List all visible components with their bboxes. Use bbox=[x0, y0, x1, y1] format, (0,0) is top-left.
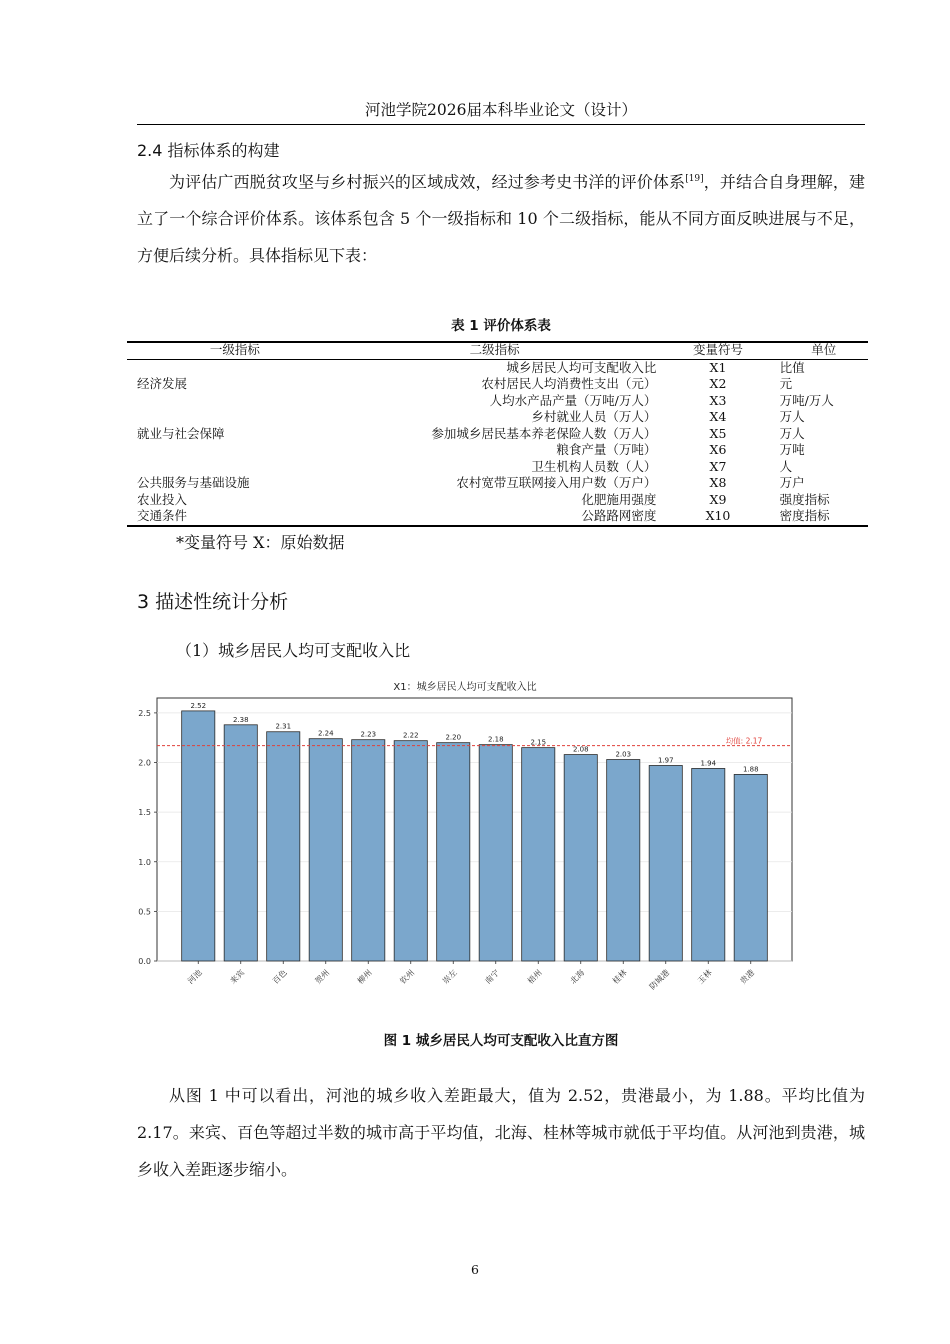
table-row bbox=[127, 459, 868, 476]
section-heading-3: 3 描述性统计分析 bbox=[137, 591, 289, 613]
x-tick-label: 防城港 bbox=[647, 968, 672, 992]
cell-symbol: X6 bbox=[709, 442, 727, 457]
mean-label: 均值: 2.17 bbox=[725, 736, 763, 746]
analysis-paragraph: 从图 1 中可以看出，河池的城乡收入差距最大，值为 2.52，贵港最小，为 1.88。平均比值为 2.17。来宾、百色等超过半数的城市高于平均值，北海、桂林等城市就低于平均值。从河池到贵港，城乡收入差距逐步缩小。 bbox=[137, 1086, 865, 1179]
x-tick-label: 来宾 bbox=[228, 968, 247, 986]
bar bbox=[182, 711, 215, 961]
bar-value-label: 1.88 bbox=[742, 765, 759, 774]
y-tick-label: 2.5 bbox=[138, 708, 151, 718]
cell-unit: 万吨 bbox=[779, 442, 805, 457]
table-body bbox=[127, 359, 868, 525]
cell-unit: 万户 bbox=[779, 475, 805, 490]
intro-text-part1: 为评估广西脱贫攻坚与乡村振兴的区域成效，经过参考史书洋的评价体系 bbox=[169, 172, 686, 192]
header-rule bbox=[137, 124, 865, 125]
cell-unit: 万吨/万人 bbox=[779, 392, 834, 408]
x-tick-label: 崇左 bbox=[440, 968, 459, 986]
table-row bbox=[127, 409, 868, 426]
bar bbox=[309, 739, 342, 961]
cell-level2: 乡村就业人员（万人） bbox=[531, 409, 657, 424]
cell-unit: 比值 bbox=[779, 359, 805, 375]
table-row bbox=[127, 492, 868, 509]
x-tick-label: 玉林 bbox=[695, 968, 714, 986]
cell-level1: 就业与社会保障 bbox=[137, 425, 225, 441]
cell-level1: 农业投入 bbox=[137, 491, 188, 507]
section-heading-2-4: 2.4 指标体系的构建 bbox=[137, 141, 280, 160]
header-level2: 二级指标 bbox=[333, 342, 667, 359]
x-tick-label: 钦州 bbox=[398, 968, 417, 986]
bar-value-label: 2.08 bbox=[572, 745, 589, 754]
intro-paragraph bbox=[137, 161, 865, 274]
cell-unit: 万人 bbox=[779, 409, 805, 424]
table-row bbox=[127, 426, 868, 443]
bar bbox=[692, 768, 725, 961]
x-axis-ticks bbox=[185, 961, 756, 991]
table-caption: 表 1 评价体系表 bbox=[451, 318, 551, 334]
bar-value-label: 1.97 bbox=[657, 756, 674, 765]
cell-level1: 交通条件 bbox=[137, 508, 188, 523]
page-number: 6 bbox=[471, 1262, 479, 1277]
y-tick-label: 0.5 bbox=[138, 907, 151, 917]
cell-symbol: X4 bbox=[709, 409, 727, 424]
cell-unit: 万人 bbox=[779, 425, 805, 441]
x-tick-label: 贺州 bbox=[313, 968, 332, 986]
header-symbol: 变量符号 bbox=[666, 342, 769, 359]
cell-symbol: X2 bbox=[709, 376, 727, 391]
sub-heading-income-ratio: （1）城乡居民人均可支配收入比 bbox=[176, 641, 411, 660]
bar bbox=[479, 745, 512, 961]
bar-value-label: 2.24 bbox=[317, 729, 334, 738]
figure-caption: 图 1 城乡居民人均可支配收入比直方图 bbox=[383, 1033, 619, 1049]
x-tick-label: 百色 bbox=[270, 968, 289, 986]
cell-symbol: X1 bbox=[709, 359, 727, 375]
cell-level2: 城乡居民人均可支配收入比 bbox=[506, 359, 657, 375]
chart-title: X1：城乡居民人均可支配收入比 bbox=[393, 682, 537, 693]
bar-value-label: 1.94 bbox=[700, 759, 717, 768]
bar-value-label: 2.31 bbox=[275, 722, 292, 731]
cell-level1: 经济发展 bbox=[137, 376, 188, 391]
bar bbox=[564, 755, 597, 961]
bar bbox=[649, 765, 682, 961]
cell-level2: 农村居民人均消费性支出（元） bbox=[481, 376, 657, 391]
table-row bbox=[127, 393, 868, 410]
bar-value-label: 2.20 bbox=[445, 733, 462, 742]
cell-level2: 粮食产量（万吨） bbox=[556, 442, 657, 457]
y-tick-label: 2.0 bbox=[138, 758, 151, 768]
bar bbox=[352, 740, 385, 961]
cell-level2: 农村宽带互联网接入用户数（万户） bbox=[456, 475, 657, 490]
x-tick-label: 梧州 bbox=[525, 968, 544, 986]
table-row bbox=[127, 475, 868, 492]
bar bbox=[607, 760, 640, 961]
running-header: 河池学院2026届本科毕业论文（设计） bbox=[365, 101, 637, 119]
cell-level2: 人均水产品产量（万吨/万人） bbox=[489, 392, 657, 408]
cell-unit: 密度指标 bbox=[779, 508, 830, 523]
cell-symbol: X7 bbox=[709, 458, 727, 474]
y-axis-ticks bbox=[138, 709, 157, 966]
y-tick-label: 1.0 bbox=[138, 857, 151, 867]
bar-value-label: 2.23 bbox=[360, 730, 377, 739]
bar bbox=[394, 741, 427, 961]
bar bbox=[734, 774, 767, 961]
bar bbox=[522, 748, 555, 961]
bar-chart bbox=[125, 676, 805, 1020]
y-tick-label: 1.5 bbox=[138, 808, 151, 818]
table-row bbox=[127, 376, 868, 393]
cell-symbol: X10 bbox=[705, 508, 731, 523]
x-tick-label: 柳州 bbox=[355, 968, 374, 986]
cell-level1 bbox=[127, 442, 333, 459]
cell-level2: 卫生机构人员数（人） bbox=[531, 458, 657, 474]
table-row bbox=[127, 442, 868, 459]
cell-unit: 人 bbox=[779, 458, 793, 474]
cell-level1 bbox=[127, 459, 333, 476]
x-tick-label: 南宁 bbox=[483, 968, 502, 986]
x-tick-label: 桂林 bbox=[610, 968, 629, 986]
x-tick-label: 河池 bbox=[185, 968, 204, 986]
table-row bbox=[127, 508, 868, 525]
header-level1: 一级指标 bbox=[127, 342, 333, 359]
bar bbox=[437, 743, 470, 961]
citation-ref: [19] bbox=[685, 174, 704, 184]
bar-chart-svg bbox=[125, 676, 805, 1020]
table-bottom-rule bbox=[127, 525, 868, 527]
table-header-row bbox=[127, 342, 868, 359]
bar-value-label: 2.18 bbox=[487, 735, 504, 744]
bar-value-label: 2.38 bbox=[232, 715, 249, 724]
cell-unit: 元 bbox=[779, 376, 793, 391]
cell-level2: 参加城乡居民基本养老保险人数（万人） bbox=[431, 425, 657, 441]
cell-level2: 化肥施用强度 bbox=[581, 491, 657, 507]
cell-level2: 公路路网密度 bbox=[581, 508, 657, 523]
bar bbox=[224, 725, 257, 961]
bar-value-label: 2.03 bbox=[615, 750, 632, 759]
cell-level1: 公共服务与基础设施 bbox=[137, 475, 250, 490]
bar-value-label: 2.22 bbox=[402, 731, 419, 740]
evaluation-table bbox=[127, 342, 868, 525]
cell-level1 bbox=[127, 393, 333, 410]
cell-symbol: X5 bbox=[709, 425, 727, 441]
analysis-paragraph-block bbox=[137, 1077, 865, 1188]
cell-symbol: X9 bbox=[709, 491, 727, 507]
bars bbox=[182, 711, 768, 961]
bar-value-label: 2.15 bbox=[530, 738, 547, 747]
y-tick-label: 0.0 bbox=[138, 957, 151, 966]
table-note: *变量符号 X：原始数据 bbox=[176, 533, 345, 552]
bar-value-label: 2.52 bbox=[190, 701, 207, 710]
table-row bbox=[127, 359, 868, 376]
cell-level1 bbox=[127, 359, 333, 376]
intro-text-part2: ，并结合自身理解，建立了一个综合评价体系。该体系包含 5 个一级指标和 10 个二级指标，能从不同方面反映进展与不足，方便后续分析。具体指标见下表： bbox=[137, 172, 865, 266]
cell-symbol: X8 bbox=[709, 475, 727, 490]
cell-unit: 强度指标 bbox=[779, 491, 830, 507]
cell-symbol: X3 bbox=[709, 392, 727, 408]
bar bbox=[267, 732, 300, 961]
header-unit: 单位 bbox=[770, 342, 868, 359]
cell-level1 bbox=[127, 409, 333, 426]
x-tick-label: 贵港 bbox=[738, 968, 757, 986]
x-tick-label: 北海 bbox=[568, 968, 587, 986]
